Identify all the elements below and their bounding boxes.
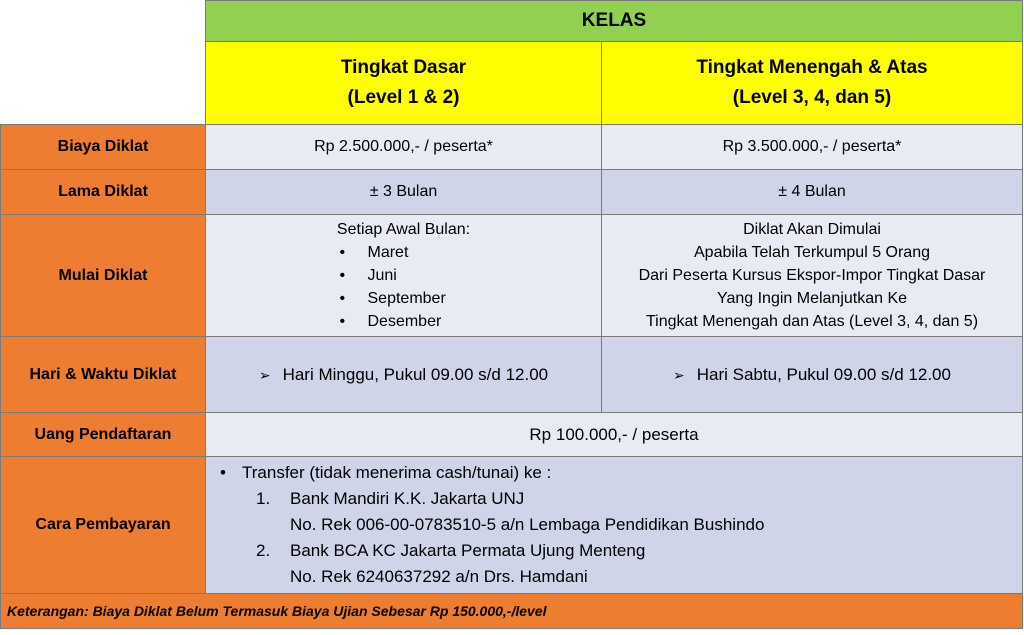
mulai-menengah-line: Tingkat Menengah dan Atas (Level 3, 4, dan 5) [645, 313, 979, 330]
level-menengah-title: Tingkat Menengah & Atas [696, 57, 928, 78]
table-row [1, 215, 1023, 337]
row-label-uang: Uang Pendaftaran [1, 413, 206, 457]
bank2-line [206, 538, 1022, 564]
row-label-cara: Cara Pembayaran [1, 457, 206, 594]
level-dasar-subtitle: (Level 1 & 2) [347, 87, 460, 108]
level-menengah-header [602, 42, 1023, 125]
biaya-menengah: Rp 3.500.000,- / peserta* [602, 125, 1023, 170]
table-row [1, 413, 1023, 457]
table-row [1, 457, 1023, 594]
bullet-dot-icon: • [339, 244, 346, 261]
list-item [340, 287, 468, 310]
row-label-hari: Hari & Waktu Diklat [1, 337, 206, 413]
arrowhead-bullet-icon: ➢ [258, 366, 271, 383]
bullet-dot-icon: • [339, 290, 346, 307]
empty-corner-cell [1, 1, 206, 125]
bank1-name: Bank Mandiri K.K. Jakarta UNJ [290, 489, 525, 508]
row-label-biaya: Biaya Diklat [1, 125, 206, 170]
mulai-dasar-title: Setiap Awal Bulan: [336, 221, 471, 238]
month-label: Desember [367, 313, 442, 330]
hari-menengah [602, 337, 1023, 413]
mulai-menengah-line: Dari Peserta Kursus Ekspor-Impor Tingkat Dasar [638, 267, 986, 284]
list-item [340, 310, 468, 333]
row-label-lama: Lama Diklat [1, 170, 206, 215]
month-label: Maret [367, 244, 409, 261]
month-label: Juni [367, 267, 397, 284]
month-list [340, 241, 468, 333]
month-label: September [367, 290, 446, 307]
bank1-number: 1. [256, 489, 271, 508]
mulai-menengah-line: Yang Ingin Melanjutkan Ke [716, 290, 908, 307]
bank2-rek: No. Rek 6240637292 a/n Drs. Hamdani [290, 567, 588, 586]
uang-value: Rp 100.000,- / peserta [206, 413, 1023, 457]
cara-intro: Transfer (tidak menerima cash/tunai) ke : [242, 463, 552, 482]
keterangan-note: Keterangan: Biaya Diklat Belum Termasuk Biaya Ujian Sebesar Rp 150.000,-/level [1, 594, 1023, 629]
mulai-menengah-line: Diklat Akan Dimulai [743, 221, 881, 238]
lama-dasar: ± 3 Bulan [206, 170, 602, 215]
bullet-dot-icon: • [220, 463, 226, 482]
table-row [1, 170, 1023, 215]
mulai-dasar [206, 215, 602, 337]
hari-dasar [206, 337, 602, 413]
bank2-number: 2. [256, 541, 271, 560]
table-row [1, 125, 1023, 170]
list-item [340, 241, 468, 264]
kelas-header: KELAS [206, 1, 1023, 42]
table-row [1, 594, 1023, 629]
bullet-dot-icon: • [339, 313, 346, 330]
hari-menengah-text: Hari Sabtu, Pukul 09.00 s/d 12.00 [696, 364, 951, 384]
list-item [340, 264, 468, 287]
bullet-dot-icon: • [339, 267, 346, 284]
hari-dasar-text: Hari Minggu, Pukul 09.00 s/d 12.00 [282, 364, 549, 384]
mulai-menengah [602, 215, 1023, 337]
row-label-mulai: Mulai Diklat [1, 215, 206, 337]
mulai-menengah-line: Apabila Telah Terkumpul 5 Orang [694, 244, 930, 261]
bank1-line [206, 486, 1022, 512]
table-row [1, 337, 1023, 413]
level-dasar-header [206, 42, 602, 125]
biaya-dasar: Rp 2.500.000,- / peserta* [206, 125, 602, 170]
lama-menengah: ± 4 Bulan [602, 170, 1023, 215]
cara-intro-line [206, 460, 1022, 486]
bank1-rek: No. Rek 006-00-0783510-5 a/n Lembaga Pendidikan Bushindo [290, 515, 765, 534]
arrowhead-bullet-icon: ➢ [673, 366, 685, 383]
bank2-name: Bank BCA KC Jakarta Permata Ujung Menteng [290, 541, 646, 560]
level-dasar-title: Tingkat Dasar [340, 57, 467, 78]
cara-details [206, 457, 1023, 594]
level-menengah-subtitle: (Level 3, 4, dan 5) [732, 87, 892, 108]
